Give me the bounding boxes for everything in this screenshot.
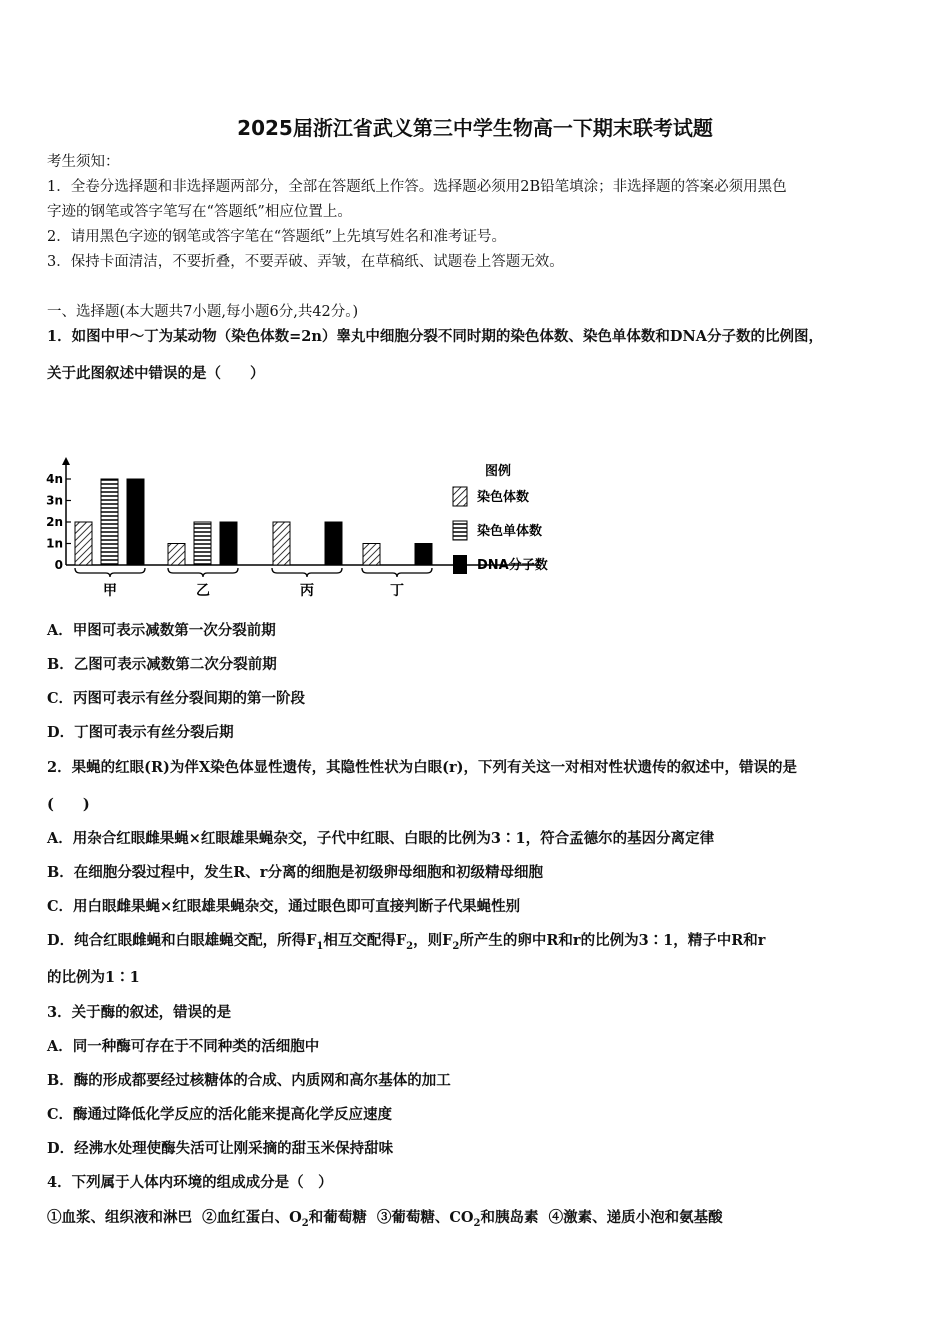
legend-label-chromatid: 染色单体数: [477, 524, 543, 539]
q4-choices: ①血浆、组织液和淋巴 ②血红蛋白、$O_2$和葡萄糖 ③葡萄糖、$CO_2$和胰岛素 ④激素、递质小泡和氨基酸: [47, 1209, 723, 1229]
q1-option-a: A．甲图可表示减数第一次分裂前期: [47, 622, 276, 639]
category-label: 甲: [103, 583, 117, 599]
category-bracket: [168, 568, 238, 577]
q3-option-d: D．经沸水处理使酶失活可让刚采摘的甜玉米保持甜味: [47, 1140, 394, 1157]
category-bracket: [272, 568, 342, 577]
y-tick-label: 4n: [46, 472, 63, 486]
notice-item: 1．全卷分选择题和非选择题两部分，全部在答题纸上作答。选择题必须用2B铅笔填涂；非选择题的答案必须用黑色: [47, 179, 787, 195]
q1-option-d: D．丁图可表示有丝分裂后期: [47, 724, 234, 741]
chromosome-ratio-chart: [40, 455, 570, 605]
bar-dna: [220, 522, 237, 565]
legend-title: 图例: [485, 464, 512, 479]
q2-option-d: D．纯合红眼雌蝇和白眼雄蝇交配，所得$F_1$相互交配得$F_2$，则$F_2$所产生的卵中R和r的比例为3∶1，精子中R和r: [47, 932, 766, 952]
q1-option-b: B．乙图可表示减数第二次分裂前期: [47, 656, 277, 673]
legend-swatch-chromatid: [453, 521, 467, 540]
category-bracket: [362, 568, 432, 577]
question-2-stem: ( ): [47, 796, 90, 813]
bar-chromosome: [273, 522, 290, 565]
notice-item: 3．保持卡面清洁，不要折叠，不要弄破、弄皱，在草稿纸、试题卷上答题无效。: [47, 254, 564, 270]
category-label: 丙: [300, 583, 314, 599]
bar-chromosome: [168, 544, 185, 566]
y-tick-label: 0: [54, 558, 63, 572]
y-tick-label: 2n: [46, 515, 63, 529]
legend-label-dna: DNA分子数: [477, 558, 548, 573]
legend-label-chromosome: 染色体数: [477, 490, 530, 505]
notice-heading: 考生须知：: [47, 154, 120, 170]
bar-chromatid: [194, 522, 211, 565]
category-label: 乙: [196, 583, 210, 599]
q3-option-a: A．同一种酶可存在于不同种类的活细胞中: [47, 1038, 320, 1055]
q2-option-c: C．用白眼雌果蝇×红眼雄果蝇杂交，通过眼色即可直接判断子代果蝇性别: [47, 898, 521, 915]
y-tick-label: 3n: [46, 493, 63, 508]
bar-dna: [127, 479, 144, 565]
bar-chromosome: [363, 544, 380, 566]
section-heading: 一、选择题(本大题共7小题,每小题6分,共42分。): [47, 304, 359, 320]
q2-option-d-cont: 的比例为1∶1: [47, 969, 140, 986]
question-1-stem: 1．如图中甲～丁为某动物（染色体数=2n）睾丸中细胞分裂不同时期的染色体数、染色单体数和DNA分子数的比例图，: [47, 328, 823, 345]
question-3-stem: 3．关于酶的叙述，错误的是: [47, 1004, 232, 1021]
bar-dna: [415, 544, 432, 566]
question-1-stem: 关于此图叙述中错误的是（ ）: [47, 365, 265, 382]
category-bracket: [75, 568, 145, 577]
page-title: 2025届浙江省武义第三中学生物高一下期末联考试题: [237, 116, 713, 140]
bar-chromosome: [75, 522, 92, 565]
q2-option-a: A．用杂合红眼雌果蝇×红眼雄果蝇杂交，子代中红眼、白眼的比例为3∶1，符合孟德尔的基因分离定律: [47, 830, 715, 847]
q3-option-b: B．酶的形成都要经过核糖体的合成、内质网和高尔基体的加工: [47, 1072, 451, 1089]
q3-option-c: C．酶通过降低化学反应的活化能来提高化学反应速度: [47, 1106, 393, 1123]
legend-swatch-dna: [453, 555, 467, 574]
question-4-stem: 4．下列属于人体内环境的组成成分是（ ）: [47, 1174, 333, 1191]
bar-chromatid: [101, 479, 118, 565]
question-2-stem: 2．果蝇的红眼(R)为伴X染色体显性遗传，其隐性性状为白眼(r)，下列有关这一对相对性状遗传的叙述中，错误的是: [47, 759, 797, 776]
q2-option-b: B．在细胞分裂过程中，发生R、r分离的细胞是初级卵母细胞和初级精母细胞: [47, 864, 543, 881]
notice-item: 字迹的钢笔或答字笔写在“答题纸”相应位置上。: [47, 204, 352, 220]
category-label: 丁: [390, 583, 404, 599]
y-tick-label: 1n: [46, 536, 63, 551]
legend-swatch-chromosome: [453, 487, 467, 506]
q1-option-c: C．丙图可表示有丝分裂间期的第一阶段: [47, 690, 306, 707]
notice-item: 2．请用黑色字迹的钢笔或答字笔在“答题纸”上先填写姓名和准考证号。: [47, 229, 507, 245]
bar-dna: [325, 522, 342, 565]
chart-legend: [453, 463, 548, 574]
